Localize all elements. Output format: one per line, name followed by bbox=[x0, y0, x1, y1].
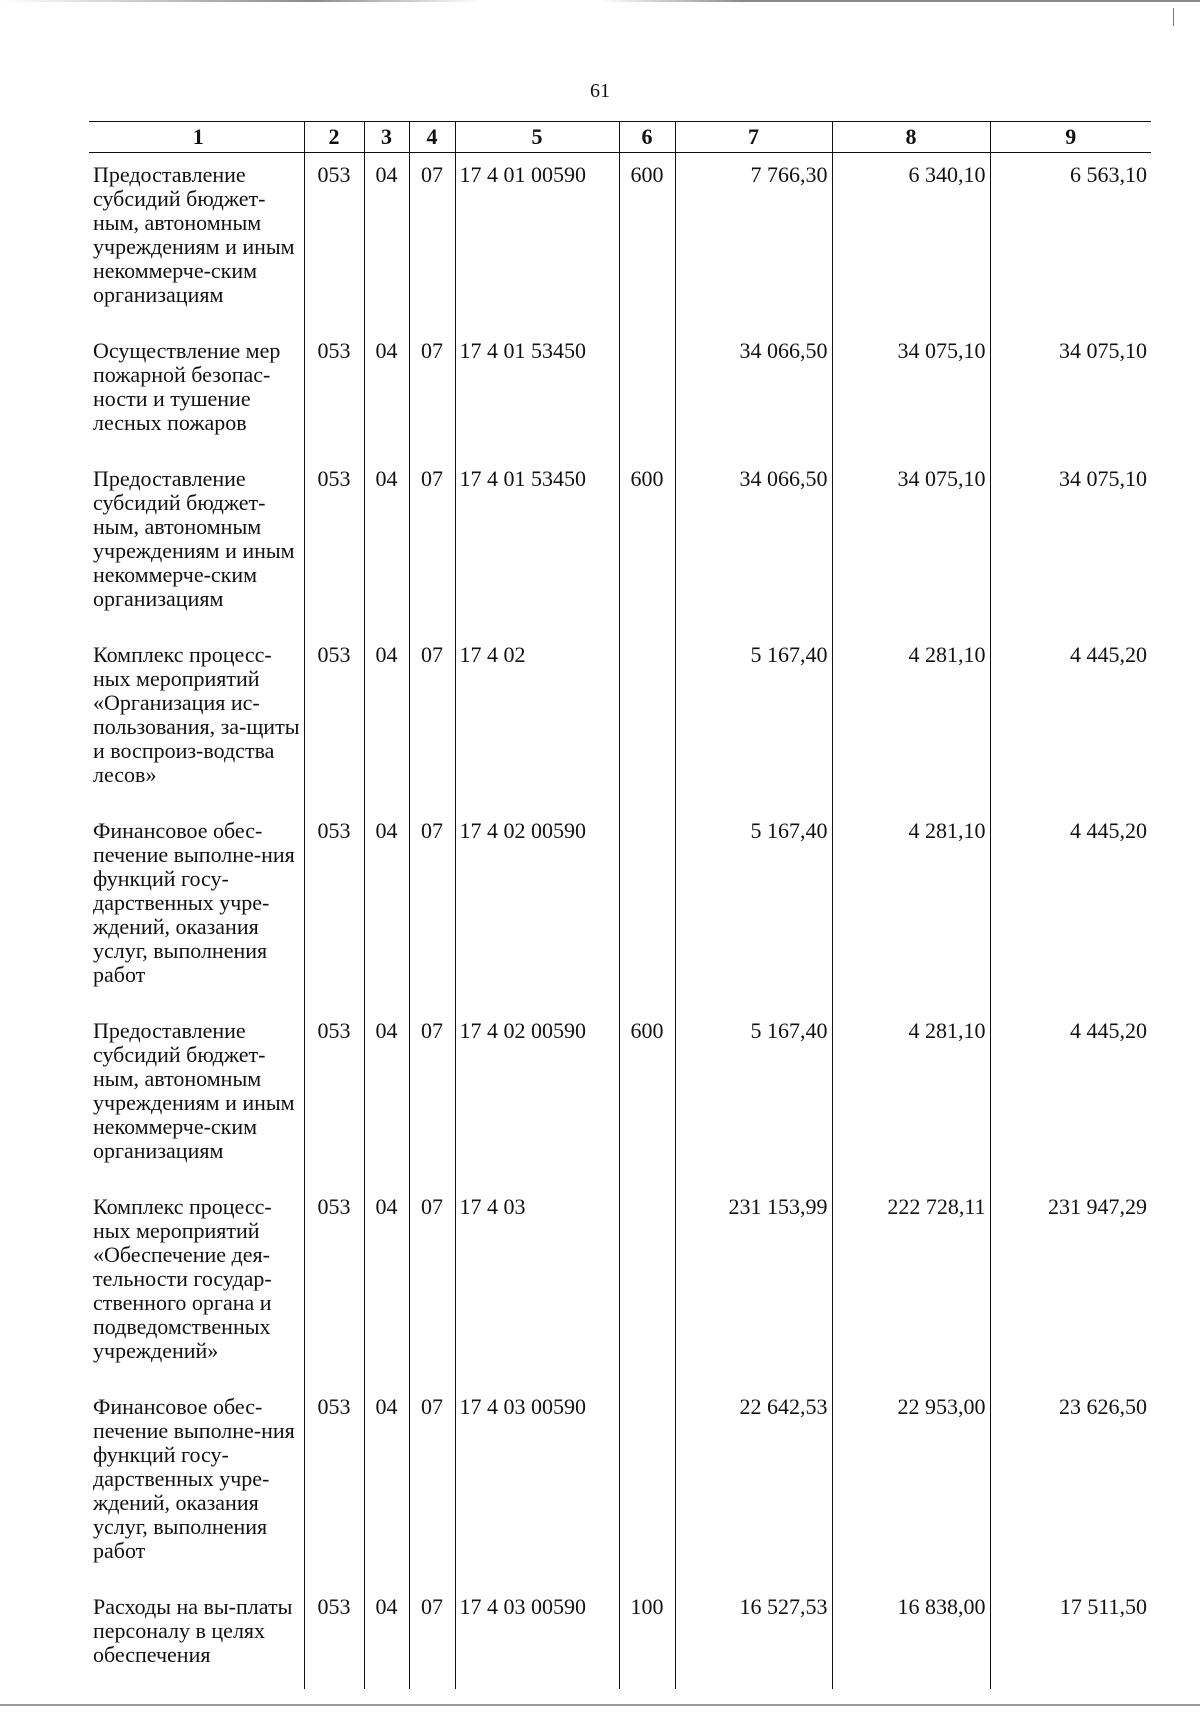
header-row bbox=[89, 122, 1151, 153]
section-code-cell: 04 bbox=[364, 1585, 409, 1689]
table-row bbox=[89, 633, 1151, 809]
target-article-cell: 17 4 03 00590 bbox=[455, 1385, 619, 1585]
column-header: 2 bbox=[304, 122, 364, 153]
table-row bbox=[89, 1009, 1151, 1185]
amount-year3-cell: 6 563,10 bbox=[990, 153, 1151, 330]
table-row bbox=[89, 1385, 1151, 1585]
item-name-cell: Финансовое обес-печение выполне-ния функций госу-дарственных учре-ждений, оказания услуг, выполнения работ bbox=[93, 818, 295, 987]
expense-type-cell bbox=[619, 329, 675, 457]
expense-type-cell bbox=[619, 809, 675, 1009]
amount-year2-cell: 34 075,10 bbox=[832, 457, 990, 633]
amount-year1-cell: 7 766,30 bbox=[675, 153, 832, 330]
table-row bbox=[89, 809, 1151, 1009]
section-code-cell: 04 bbox=[364, 809, 409, 1009]
grbs-code-cell: 053 bbox=[304, 1385, 364, 1585]
amount-year2-cell: 222 728,11 bbox=[832, 1185, 990, 1385]
amount-year2-cell: 4 281,10 bbox=[832, 809, 990, 1009]
amount-year1-cell: 5 167,40 bbox=[675, 809, 832, 1009]
target-article-cell: 17 4 02 00590 bbox=[455, 809, 619, 1009]
item-name-cell: Предоставление субсидий бюджет-ным, автономным учреждениям и иным некоммерче-ским организациям bbox=[93, 466, 295, 611]
page-number: 61 bbox=[590, 80, 610, 102]
item-name-cell: Комплекс процесс-ных мероприятий «Организация ис-пользования, за-щиты и воспроиз-водства лесов» bbox=[93, 642, 300, 787]
table-row bbox=[89, 1185, 1151, 1385]
target-article-cell: 17 4 01 53450 bbox=[455, 457, 619, 633]
item-name-cell: Осуществление мер пожарной безопас-ности и тушение лесных пожаров bbox=[93, 338, 281, 435]
column-header: 6 bbox=[619, 122, 675, 153]
subsection-code-cell: 07 bbox=[409, 1009, 455, 1185]
table-row bbox=[89, 457, 1151, 633]
subsection-code-cell: 07 bbox=[409, 1385, 455, 1585]
budget-table bbox=[89, 121, 1151, 1689]
column-header: 3 bbox=[364, 122, 409, 153]
section-code-cell: 04 bbox=[364, 1385, 409, 1585]
column-header: 5 bbox=[455, 122, 619, 153]
expense-type-cell: 600 bbox=[619, 457, 675, 633]
amount-year1-cell: 34 066,50 bbox=[675, 329, 832, 457]
grbs-code-cell: 053 bbox=[304, 153, 364, 330]
amount-year1-cell: 16 527,53 bbox=[675, 1585, 832, 1689]
target-article-cell: 17 4 01 53450 bbox=[455, 329, 619, 457]
amount-year3-cell: 34 075,10 bbox=[990, 329, 1151, 457]
scan-edge-bottom bbox=[0, 1704, 1200, 1706]
amount-year2-cell: 34 075,10 bbox=[832, 329, 990, 457]
table-body bbox=[89, 153, 1151, 1690]
amount-year2-cell: 4 281,10 bbox=[832, 633, 990, 809]
amount-year3-cell: 23 626,50 bbox=[990, 1385, 1151, 1585]
grbs-code-cell: 053 bbox=[304, 809, 364, 1009]
section-code-cell: 04 bbox=[364, 329, 409, 457]
grbs-code-cell: 053 bbox=[304, 1585, 364, 1689]
subsection-code-cell: 07 bbox=[409, 1585, 455, 1689]
section-code-cell: 04 bbox=[364, 633, 409, 809]
expense-type-cell bbox=[619, 1185, 675, 1385]
expense-type-cell: 600 bbox=[619, 1009, 675, 1185]
subsection-code-cell: 07 bbox=[409, 809, 455, 1009]
section-code-cell: 04 bbox=[364, 1009, 409, 1185]
column-header: 9 bbox=[990, 122, 1151, 153]
subsection-code-cell: 07 bbox=[409, 633, 455, 809]
amount-year3-cell: 4 445,20 bbox=[990, 633, 1151, 809]
item-name-cell: Расходы на вы-платы персоналу в целях обеспечения bbox=[93, 1594, 293, 1667]
grbs-code-cell: 053 bbox=[304, 1185, 364, 1385]
amount-year3-cell: 34 075,10 bbox=[990, 457, 1151, 633]
amount-year2-cell: 4 281,10 bbox=[832, 1009, 990, 1185]
amount-year1-cell: 5 167,40 bbox=[675, 1009, 832, 1185]
amount-year1-cell: 34 066,50 bbox=[675, 457, 832, 633]
column-header: 4 bbox=[409, 122, 455, 153]
target-article-cell: 17 4 02 bbox=[455, 633, 619, 809]
expense-type-cell: 100 bbox=[619, 1585, 675, 1689]
grbs-code-cell: 053 bbox=[304, 1009, 364, 1185]
section-code-cell: 04 bbox=[364, 1185, 409, 1385]
amount-year3-cell: 17 511,50 bbox=[990, 1585, 1151, 1689]
amount-year1-cell: 5 167,40 bbox=[675, 633, 832, 809]
item-name-cell: Комплекс процесс-ных мероприятий «Обеспечение дея-тельности государ-ственного органа и подведомственных учреждений» bbox=[93, 1194, 272, 1363]
target-article-cell: 17 4 01 00590 bbox=[455, 153, 619, 330]
subsection-code-cell: 07 bbox=[409, 153, 455, 330]
amount-year2-cell: 16 838,00 bbox=[832, 1585, 990, 1689]
grbs-code-cell: 053 bbox=[304, 329, 364, 457]
subsection-code-cell: 07 bbox=[409, 329, 455, 457]
section-code-cell: 04 bbox=[364, 153, 409, 330]
expense-type-cell: 600 bbox=[619, 153, 675, 330]
amount-year2-cell: 6 340,10 bbox=[832, 153, 990, 330]
subsection-code-cell: 07 bbox=[409, 457, 455, 633]
expense-type-cell bbox=[619, 1385, 675, 1585]
table-row bbox=[89, 1585, 1151, 1689]
scan-edge-top bbox=[0, 0, 1200, 2]
section-code-cell: 04 bbox=[364, 457, 409, 633]
grbs-code-cell: 053 bbox=[304, 633, 364, 809]
item-name-cell: Предоставление субсидий бюджет-ным, автономным учреждениям и иным некоммерче-ским организациям bbox=[93, 162, 295, 307]
item-name-cell: Предоставление субсидий бюджет-ным, автономным учреждениям и иным некоммерче-ским организациям bbox=[93, 1018, 295, 1163]
column-header: 8 bbox=[832, 122, 990, 153]
expense-type-cell bbox=[619, 633, 675, 809]
column-header: 1 bbox=[89, 122, 304, 153]
table-row bbox=[89, 153, 1151, 330]
table-row bbox=[89, 329, 1151, 457]
item-name-cell: Финансовое обес-печение выполне-ния функций госу-дарственных учре-ждений, оказания услуг, выполнения работ bbox=[93, 1394, 295, 1563]
amount-year3-cell: 231 947,29 bbox=[990, 1185, 1151, 1385]
grbs-code-cell: 053 bbox=[304, 457, 364, 633]
target-article-cell: 17 4 02 00590 bbox=[455, 1009, 619, 1185]
table-header bbox=[89, 122, 1151, 153]
amount-year1-cell: 231 153,99 bbox=[675, 1185, 832, 1385]
amount-year3-cell: 4 445,20 bbox=[990, 1009, 1151, 1185]
amount-year3-cell: 4 445,20 bbox=[990, 809, 1151, 1009]
amount-year2-cell: 22 953,00 bbox=[832, 1385, 990, 1585]
subsection-code-cell: 07 bbox=[409, 1185, 455, 1385]
scan-mark bbox=[1173, 8, 1174, 26]
column-header: 7 bbox=[675, 122, 832, 153]
amount-year1-cell: 22 642,53 bbox=[675, 1385, 832, 1585]
target-article-cell: 17 4 03 00590 bbox=[455, 1585, 619, 1689]
target-article-cell: 17 4 03 bbox=[455, 1185, 619, 1385]
